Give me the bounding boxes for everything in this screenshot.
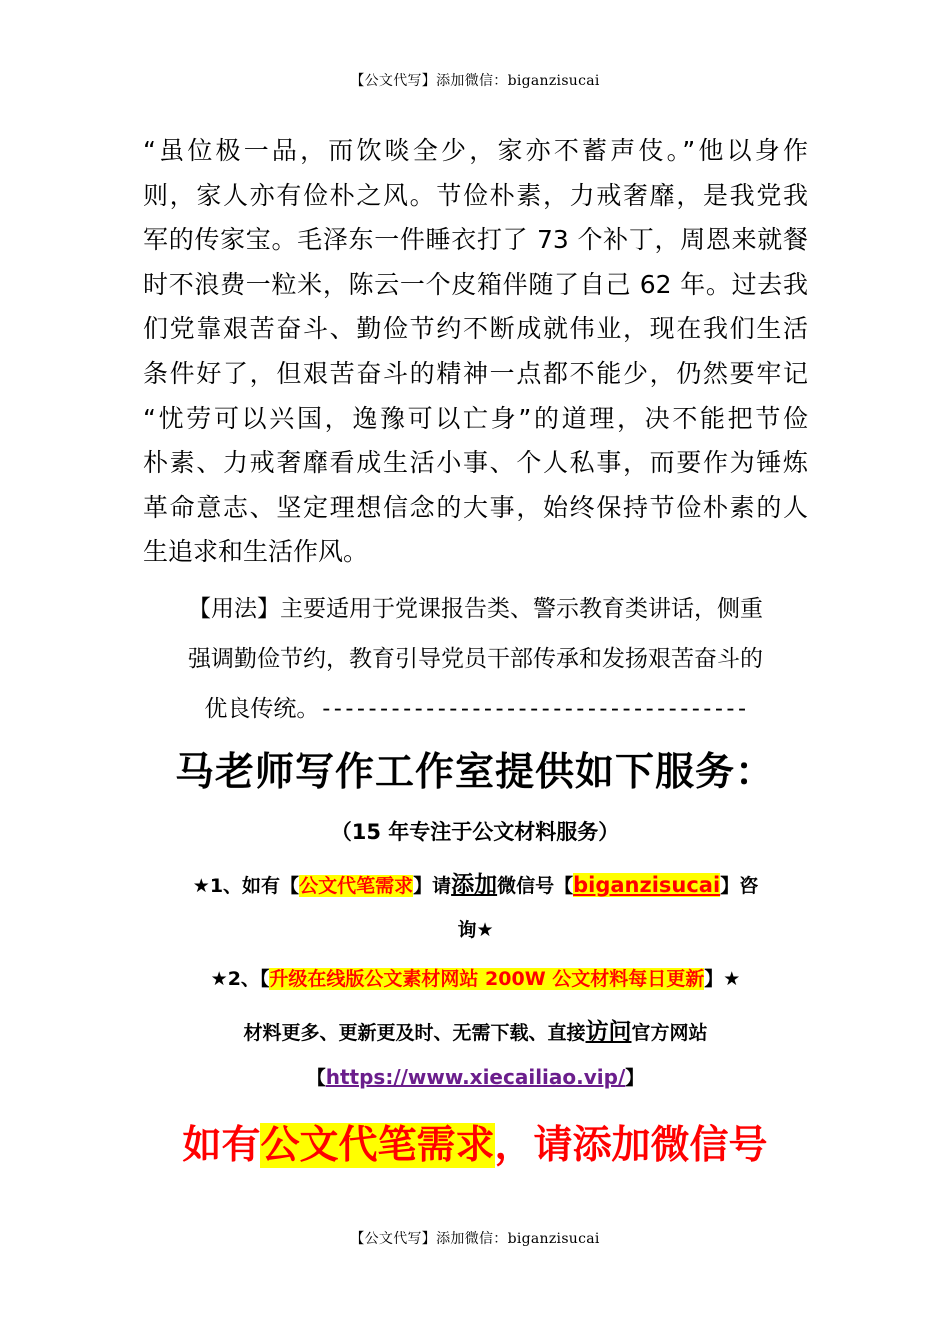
service-2-suffix: 】★: [704, 968, 741, 990]
page-footer: 【公文代写】添加微信：biganzisucai: [350, 1231, 600, 1247]
usage-line-text: 优良传统。: [204, 696, 320, 722]
service-2-highlight: 升级在线版公文素材网站 200W 公文材料每日更新: [269, 968, 705, 990]
service-2-prefix: ★2、【: [210, 968, 270, 990]
service-item-1: [143, 866, 808, 899]
body-line: “虽位极一品，而饮啖全少，家亦不蓄声伎。”他以身作: [143, 136, 808, 165]
usage-line: 强调勤俭节约，教育引导党员干部传承和发扬艰苦奋斗的: [188, 646, 763, 672]
service-1-mid2: 微信号【: [497, 875, 574, 897]
body-line: “忧劳可以兴国，逸豫可以亡身”的道理，决不能把节俭: [143, 403, 808, 433]
service-1-suffix: 】咨: [720, 875, 759, 897]
services-subtitle: （15 年专注于公文材料服务）: [330, 820, 620, 844]
visit-link[interactable]: 访问: [585, 1019, 632, 1045]
service-item-2: [143, 964, 808, 991]
service-2-line2-suffix: 官方网站: [631, 1022, 708, 1044]
promo-part2: ，请添加微信号: [494, 1123, 768, 1168]
website-url-link[interactable]: https://www.xiecailiao.vip/: [325, 1065, 626, 1089]
add-link[interactable]: 添加: [451, 872, 498, 898]
wechat-id-link[interactable]: biganzisucai: [573, 873, 721, 897]
usage-line-last: [143, 684, 808, 734]
promo-highlight: 公文代笔需求: [260, 1123, 495, 1168]
service-2-line2-prefix: 材料更多、更新更及时、无需下载、直接: [243, 1022, 586, 1044]
usage-line: 【用法】主要适用于党课报告类、警示教育类讲话，侧重: [188, 596, 763, 622]
url-close-bracket: 】: [625, 1067, 645, 1089]
body-line: 革命意志、坚定理想信念的大事，始终保持节俭朴素的人: [143, 492, 808, 522]
body-paragraph: [143, 129, 808, 575]
services-title: 马老师写作工作室提供如下服务：: [174, 750, 775, 795]
service-item-1-cont: 询★: [457, 919, 494, 941]
body-line: 军的传家宝。毛泽东一件睡衣打了 73 个补丁，周恩来就餐: [143, 225, 808, 255]
page-header: 【公文代写】添加微信：biganzisucai: [350, 73, 600, 89]
body-line: 时不浪费一粒米，陈云一个皮箱伴随了自己 62 年。过去我: [143, 269, 808, 299]
dashed-divider: -------------------------------------: [319, 696, 747, 722]
url-open-bracket: 【: [306, 1067, 326, 1089]
body-line: 们党靠艰苦奋斗、勤俭节约不断成就伟业，现在我们生活: [143, 314, 808, 344]
promo-part1: 如有: [182, 1123, 261, 1168]
body-line: 朴素、力戒奢靡看成生活小事、个人私事，而要作为锤炼: [143, 448, 808, 478]
body-line: 条件好了，但艰苦奋斗的精神一点都不能少，仍然要牢记: [143, 358, 808, 388]
service-1-mid: 】请: [413, 875, 452, 897]
service-item-2-url: [143, 1063, 808, 1090]
body-line: 生追求和生活作风。: [143, 537, 369, 567]
service-1-prefix: ★1、如有【: [192, 875, 300, 897]
body-line: 则，家人亦有俭朴之风。节俭朴素，力戒奢靡，是我党我: [143, 180, 808, 210]
usage-note: [143, 584, 808, 734]
promo-banner: [0, 1114, 950, 1170]
service-item-2-line2: [143, 1013, 808, 1046]
service-1-highlight: 公文代笔需求: [299, 875, 414, 897]
